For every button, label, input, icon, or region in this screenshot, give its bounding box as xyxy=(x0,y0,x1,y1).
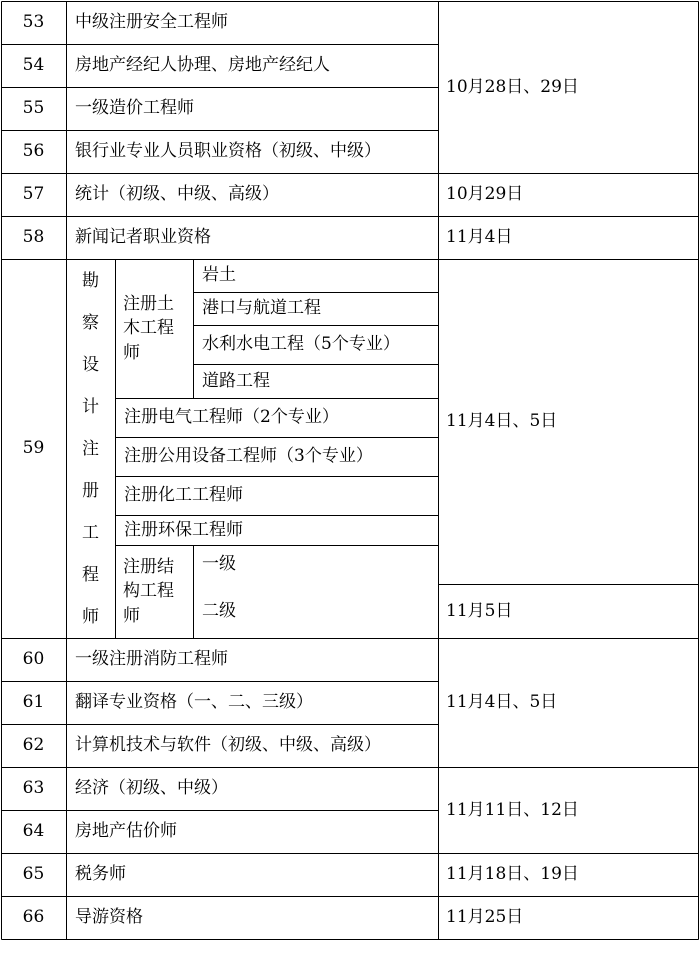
exam-date: 11月4日、5日 xyxy=(446,411,558,431)
exam-name: 中级注册安全工程师 xyxy=(75,12,228,32)
exam-date: 11月4日、5日 xyxy=(446,692,558,712)
category-char: 计 xyxy=(82,397,99,417)
exam-name: 导游资格 xyxy=(75,907,143,927)
category-char: 程 xyxy=(82,565,99,585)
civil-major: 道路工程 xyxy=(202,370,270,391)
row-number: 58 xyxy=(22,227,45,247)
exam-name: 计算机技术与软件（初级、中级、高级） xyxy=(75,735,381,755)
exam-date: 10月29日 xyxy=(446,184,524,204)
row-number: 64 xyxy=(22,821,45,841)
exam-name: 银行业专业人员职业资格（初级、中级） xyxy=(75,141,381,161)
category-char: 工 xyxy=(82,523,99,543)
civil-major: 水利水电工程（5个专业） xyxy=(202,334,400,354)
row-number: 55 xyxy=(22,98,45,118)
row-number: 60 xyxy=(22,649,45,669)
structural-engineer-label: 注册结构工程师 xyxy=(123,556,174,626)
row-number: 65 xyxy=(22,864,45,884)
utility-engineer: 注册公用设备工程师（3个专业） xyxy=(124,446,373,466)
exam-name: 房地产经纪人协理、房地产经纪人 xyxy=(75,55,330,75)
category-char: 勘 xyxy=(82,271,99,291)
exam-date: 11月18日、19日 xyxy=(446,864,579,884)
civil-major: 岩土 xyxy=(202,265,236,285)
civil-engineer-label: 注册土木工程师 xyxy=(123,293,174,363)
exam-name: 房地产估价师 xyxy=(75,821,177,841)
exam-name: 新闻记者职业资格 xyxy=(75,227,211,247)
exam-name: 一级注册消防工程师 xyxy=(75,649,228,669)
category-char: 设 xyxy=(82,355,99,375)
structural-level: 二级 xyxy=(202,600,236,621)
structural-level: 一级 xyxy=(202,554,236,574)
civil-major: 港口与航道工程 xyxy=(202,298,321,318)
exam-date: 11月4日 xyxy=(446,227,513,247)
electrical-engineer: 注册电气工程师（2个专业） xyxy=(124,407,339,427)
row-number: 59 xyxy=(22,438,45,458)
row-number: 54 xyxy=(22,55,45,75)
exam-name: 统计（初级、中级、高级） xyxy=(75,184,279,204)
row-number: 57 xyxy=(22,184,45,204)
row-number: 56 xyxy=(22,141,45,161)
exam-date: 11月5日 xyxy=(446,600,513,621)
row-number: 61 xyxy=(22,692,45,712)
category-char: 册 xyxy=(82,481,99,501)
row-number: 63 xyxy=(22,778,45,798)
chemical-engineer: 注册化工工程师 xyxy=(124,485,243,505)
environmental-engineer: 注册环保工程师 xyxy=(124,519,243,540)
exam-name: 税务师 xyxy=(75,864,126,884)
category-char: 注 xyxy=(82,439,99,459)
exam-name: 一级造价工程师 xyxy=(75,98,194,118)
row-number: 53 xyxy=(22,12,45,32)
exam-date: 11月11日、12日 xyxy=(446,799,579,820)
category-char: 察 xyxy=(82,313,99,333)
exam-date: 11月25日 xyxy=(446,907,524,927)
category-char: 师 xyxy=(82,607,99,627)
row-number: 62 xyxy=(22,735,45,755)
exam-date: 10月28日、29日 xyxy=(446,76,579,97)
exam-name: 翻译专业资格（一、二、三级） xyxy=(75,692,313,712)
row-number: 66 xyxy=(22,907,45,927)
exam-name: 经济（初级、中级） xyxy=(75,778,228,798)
